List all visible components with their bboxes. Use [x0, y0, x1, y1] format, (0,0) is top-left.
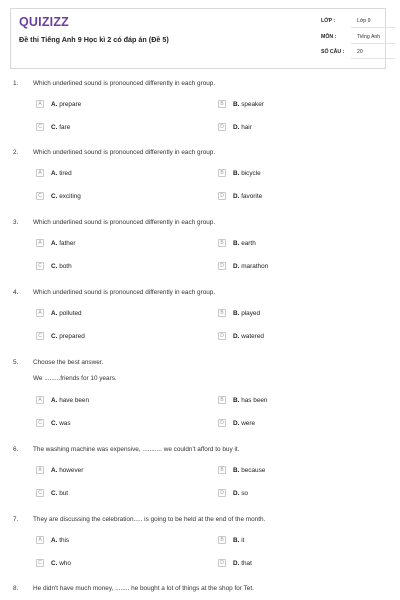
option-text: watered: [241, 332, 264, 340]
option-letter-box[interactable]: D: [218, 262, 226, 270]
meta-divider: [351, 43, 395, 44]
option-letter-box[interactable]: B: [218, 536, 226, 544]
option-text: tired: [59, 169, 72, 177]
option-prefix: A.: [51, 309, 58, 317]
meta-subject-key: MÔN :: [321, 34, 337, 40]
option-label: [233, 560, 252, 567]
option-prefix: A.: [51, 100, 58, 108]
option-prefix: A.: [51, 396, 58, 404]
option-prefix: C.: [51, 489, 58, 497]
question-text: He didn't have much money, ........ he bought a lot of things at the shop for Tet.: [33, 585, 254, 592]
question-number: 5.: [13, 359, 19, 366]
option-letter-box[interactable]: A: [36, 100, 44, 108]
option-prefix: C.: [51, 332, 58, 340]
option-text: played: [241, 309, 261, 317]
option-label: [233, 124, 252, 131]
question-text: Which underlined sound is pronounced differently in each group.: [33, 149, 216, 156]
option-letter-box[interactable]: D: [218, 192, 226, 200]
option-text: was: [59, 419, 71, 427]
option-text: hair: [241, 123, 252, 131]
question-text: Which underlined sound is pronounced differently in each group.: [33, 219, 216, 226]
option-letter-box[interactable]: A: [36, 309, 44, 317]
question-text: Which underlined sound is pronounced differently in each group.: [33, 80, 216, 87]
option-label: [51, 240, 76, 247]
option-text: so: [241, 489, 248, 497]
option-prefix: D.: [233, 192, 240, 200]
meta-divider: [351, 58, 395, 59]
question-text: The washing machine was expensive, ........... we couldn't afford to buy it.: [33, 446, 240, 453]
meta-subject-value: Tiếng Anh: [357, 34, 381, 40]
option-label: [233, 397, 267, 404]
question-number: 6.: [13, 446, 19, 453]
option-label: [51, 467, 83, 474]
option-prefix: D.: [233, 559, 240, 567]
option-letter-box[interactable]: C: [36, 559, 44, 567]
option-text: has been: [241, 396, 268, 404]
question-text: They are discussing the celebration..... is going to be held at the end of the month.: [33, 516, 266, 523]
option-letter-box[interactable]: C: [36, 262, 44, 270]
option-letter-box[interactable]: B: [218, 239, 226, 247]
question-number: 7.: [13, 516, 19, 523]
option-letter-box[interactable]: C: [36, 332, 44, 340]
option-prefix: A.: [51, 536, 58, 544]
option-text: bicycle: [241, 169, 261, 177]
question-number: 2.: [13, 149, 19, 156]
question-text: Choose the best answer.: [33, 359, 104, 366]
option-prefix: C.: [51, 419, 58, 427]
option-letter-box[interactable]: A: [36, 466, 44, 474]
option-label: [51, 170, 72, 177]
option-prefix: A.: [51, 466, 58, 474]
meta-divider: [351, 27, 395, 28]
option-letter-box[interactable]: A: [36, 169, 44, 177]
option-letter-box[interactable]: A: [36, 239, 44, 247]
option-label: [233, 310, 260, 317]
quiz-header: [10, 8, 386, 69]
option-prefix: D.: [233, 123, 240, 131]
option-letter-box[interactable]: B: [218, 309, 226, 317]
question-number: 4.: [13, 289, 19, 296]
option-letter-box[interactable]: A: [36, 396, 44, 404]
option-prefix: D.: [233, 332, 240, 340]
quizizz-logo[interactable]: QUIZIZZ: [19, 15, 70, 29]
question-number: 8.: [13, 585, 19, 592]
option-letter-box[interactable]: B: [218, 169, 226, 177]
option-label: [51, 124, 70, 131]
option-letter-box[interactable]: C: [36, 123, 44, 131]
meta-count-key: SỐ CÂU :: [321, 49, 345, 55]
option-text: father: [59, 239, 76, 247]
option-label: [233, 240, 256, 247]
option-text: this: [59, 536, 70, 544]
option-text: have been: [59, 396, 90, 404]
option-prefix: A.: [51, 239, 58, 247]
option-prefix: D.: [233, 262, 240, 270]
option-prefix: D.: [233, 419, 240, 427]
option-label: [51, 490, 68, 497]
option-text: marathon: [241, 262, 269, 270]
option-prefix: B.: [233, 239, 240, 247]
option-prefix: C.: [51, 559, 58, 567]
question-number: 1.: [13, 80, 19, 87]
option-text: favorite: [241, 192, 263, 200]
option-prefix: C.: [51, 123, 58, 131]
option-prefix: B.: [233, 466, 240, 474]
option-letter-box[interactable]: D: [218, 332, 226, 340]
option-letter-box[interactable]: B: [218, 466, 226, 474]
option-letter-box[interactable]: D: [218, 489, 226, 497]
option-text: polluted: [59, 309, 82, 317]
option-letter-box[interactable]: A: [36, 536, 44, 544]
option-label: [51, 310, 82, 317]
option-prefix: C.: [51, 192, 58, 200]
question-text: Which underlined sound is pronounced differently in each group.: [33, 289, 216, 296]
question-stem: We .........friends for 10 years.: [33, 375, 117, 382]
option-label: [51, 537, 69, 544]
option-text: speaker: [241, 100, 264, 108]
meta-count-value: 20: [357, 49, 363, 55]
option-prefix: B.: [233, 396, 240, 404]
option-label: [51, 263, 72, 270]
option-label: [51, 193, 81, 200]
option-letter-box[interactable]: C: [36, 192, 44, 200]
option-prefix: B.: [233, 536, 240, 544]
option-label: [51, 333, 85, 340]
option-label: [233, 333, 264, 340]
page-title: Đề thi Tiếng Anh 9 Học kì 2 có đáp án (Đề 5): [19, 35, 169, 44]
option-label: [51, 560, 71, 567]
option-text: prepared: [59, 332, 85, 340]
option-label: [233, 490, 248, 497]
option-label: [51, 420, 71, 427]
option-letter-box[interactable]: B: [218, 100, 226, 108]
option-label: [233, 101, 264, 108]
question-number: 3.: [13, 219, 19, 226]
option-text: but: [59, 489, 69, 497]
option-text: earth: [241, 239, 256, 247]
option-letter-box[interactable]: D: [218, 123, 226, 131]
option-label: [233, 170, 261, 177]
option-prefix: B.: [233, 169, 240, 177]
meta-class-key: LỚP :: [321, 18, 336, 24]
option-text: it: [241, 536, 245, 544]
option-label: [233, 263, 268, 270]
option-letter-box[interactable]: D: [218, 419, 226, 427]
option-letter-box[interactable]: D: [218, 559, 226, 567]
option-label: [51, 397, 89, 404]
option-label: [233, 467, 265, 474]
option-label: [51, 101, 81, 108]
option-prefix: C.: [51, 262, 58, 270]
option-prefix: B.: [233, 309, 240, 317]
option-text: fare: [59, 123, 71, 131]
option-text: were: [241, 419, 256, 427]
option-text: who: [59, 559, 71, 567]
option-text: because: [241, 466, 266, 474]
option-prefix: B.: [233, 100, 240, 108]
option-letter-box[interactable]: C: [36, 489, 44, 497]
option-text: however: [59, 466, 84, 474]
option-text: that: [241, 559, 252, 567]
option-label: [233, 193, 262, 200]
option-label: [233, 420, 255, 427]
meta-class-value: Lớp 9: [357, 18, 371, 24]
option-prefix: A.: [51, 169, 58, 177]
option-label: [233, 537, 244, 544]
option-letter-box[interactable]: C: [36, 419, 44, 427]
option-text: both: [59, 262, 72, 270]
option-text: exciting: [59, 192, 81, 200]
option-prefix: D.: [233, 489, 240, 497]
option-letter-box[interactable]: B: [218, 396, 226, 404]
option-text: prepare: [59, 100, 82, 108]
